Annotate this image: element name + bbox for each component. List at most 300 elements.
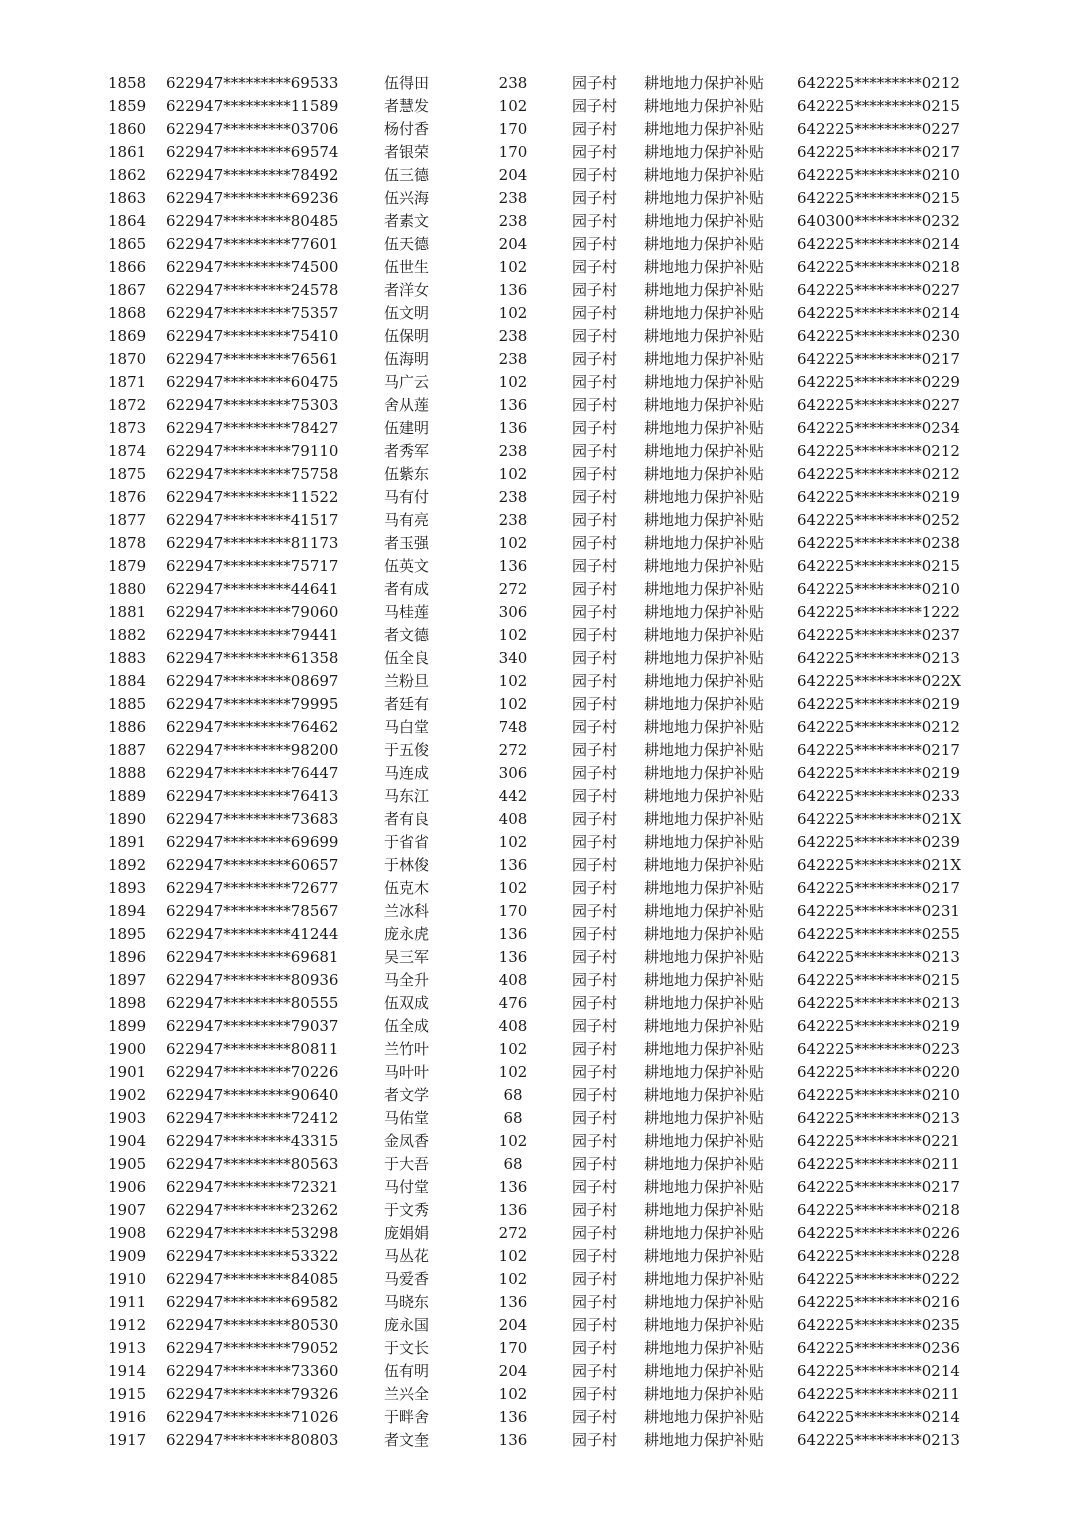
row-index: 1862 — [108, 166, 147, 184]
bank-card-number: 622947*********76413 — [166, 787, 339, 805]
row-index: 1917 — [108, 1431, 147, 1449]
subsidy-amount: 136 — [498, 1408, 528, 1426]
recipient-name: 马叶叶 — [384, 1063, 430, 1081]
subsidy-type: 耕地地力保护补贴 — [644, 971, 765, 989]
bank-card-number: 622947*********75717 — [166, 557, 339, 575]
row-index: 1891 — [108, 833, 147, 851]
recipient-name: 舍从莲 — [384, 396, 430, 414]
recipient-name: 马付堂 — [384, 1178, 430, 1196]
subsidy-type: 耕地地力保护补贴 — [644, 281, 765, 299]
subsidy-amount: 238 — [498, 327, 528, 345]
id-number: 642225*********0215 — [797, 189, 960, 207]
recipient-name: 马丛花 — [384, 1247, 430, 1265]
village-name: 园子村 — [572, 74, 618, 92]
subsidy-amount: 136 — [498, 1178, 528, 1196]
village-name: 园子村 — [572, 1224, 618, 1242]
row-index: 1868 — [108, 304, 147, 322]
row-index: 1893 — [108, 879, 147, 897]
subsidy-type: 耕地地力保护补贴 — [644, 235, 765, 253]
bank-card-number: 622947*********79995 — [166, 695, 339, 713]
bank-card-number: 622947*********80530 — [166, 1316, 339, 1334]
id-number: 642225*********0219 — [797, 488, 960, 506]
recipient-name: 庞永虎 — [384, 925, 430, 943]
bank-card-number: 622947*********70226 — [166, 1063, 339, 1081]
subsidy-type: 耕地地力保护补贴 — [644, 465, 765, 483]
recipient-name: 于文秀 — [384, 1201, 430, 1219]
subsidy-type: 耕地地力保护补贴 — [644, 488, 765, 506]
village-name: 园子村 — [572, 1109, 618, 1127]
row-index: 1906 — [108, 1178, 147, 1196]
table-row — [0, 1314, 1074, 1337]
bank-card-number: 622947*********08697 — [166, 672, 339, 690]
table-row — [0, 1130, 1074, 1153]
bank-card-number: 622947*********75357 — [166, 304, 339, 322]
village-name: 园子村 — [572, 1132, 618, 1150]
subsidy-amount: 170 — [498, 143, 528, 161]
table-row — [0, 923, 1074, 946]
table-row — [0, 785, 1074, 808]
bank-card-number: 622947*********69699 — [166, 833, 339, 851]
subsidy-amount: 136 — [498, 948, 528, 966]
id-number: 642225*********0227 — [797, 120, 960, 138]
recipient-name: 者素文 — [384, 212, 430, 230]
bank-card-number: 622947*********80485 — [166, 212, 339, 230]
id-number: 642225*********0215 — [797, 557, 960, 575]
subsidy-type: 耕地地力保护补贴 — [644, 948, 765, 966]
subsidy-type: 耕地地力保护补贴 — [644, 1086, 765, 1104]
subsidy-type: 耕地地力保护补贴 — [644, 787, 765, 805]
bank-card-number: 622947*********73360 — [166, 1362, 339, 1380]
subsidy-type: 耕地地力保护补贴 — [644, 994, 765, 1012]
subsidy-type: 耕地地力保护补贴 — [644, 1063, 765, 1081]
id-number: 642225*********0234 — [797, 419, 960, 437]
recipient-name: 吴三军 — [384, 948, 430, 966]
recipient-name: 庞永国 — [384, 1316, 430, 1334]
row-index: 1916 — [108, 1408, 147, 1426]
village-name: 园子村 — [572, 258, 618, 276]
recipient-name: 伍兴海 — [384, 189, 430, 207]
row-index: 1870 — [108, 350, 147, 368]
village-name: 园子村 — [572, 810, 618, 828]
subsidy-type: 耕地地力保护补贴 — [644, 1408, 765, 1426]
subsidy-type: 耕地地力保护补贴 — [644, 304, 765, 322]
subsidy-amount: 102 — [498, 1247, 528, 1265]
id-number: 642225*********0210 — [797, 1086, 960, 1104]
village-name: 园子村 — [572, 143, 618, 161]
subsidy-type: 耕地地力保护补贴 — [644, 1040, 765, 1058]
village-name: 园子村 — [572, 695, 618, 713]
subsidy-amount: 102 — [498, 1385, 528, 1403]
bank-card-number: 622947*********69236 — [166, 189, 339, 207]
recipient-name: 兰兴全 — [384, 1385, 430, 1403]
village-name: 园子村 — [572, 741, 618, 759]
recipient-name: 者慧发 — [384, 97, 430, 115]
subsidy-type: 耕地地力保护补贴 — [644, 1155, 765, 1173]
subsidy-type: 耕地地力保护补贴 — [644, 580, 765, 598]
id-number: 642225*********021X — [797, 856, 962, 874]
subsidy-amount: 204 — [498, 1362, 528, 1380]
subsidy-type: 耕地地力保护补贴 — [644, 396, 765, 414]
recipient-name: 伍全良 — [384, 649, 430, 667]
id-number: 642225*********0212 — [797, 465, 960, 483]
bank-card-number: 622947*********11522 — [166, 488, 339, 506]
table-row — [0, 302, 1074, 325]
subsidy-type: 耕地地力保护补贴 — [644, 1339, 765, 1357]
row-index: 1863 — [108, 189, 147, 207]
bank-card-number: 622947*********43315 — [166, 1132, 339, 1150]
recipient-name: 马全升 — [384, 971, 430, 989]
recipient-name: 伍得田 — [384, 74, 430, 92]
row-index: 1869 — [108, 327, 147, 345]
table-row — [0, 969, 1074, 992]
recipient-name: 者文学 — [384, 1086, 430, 1104]
village-name: 园子村 — [572, 1017, 618, 1035]
subsidy-type: 耕地地力保护补贴 — [644, 534, 765, 552]
village-name: 园子村 — [572, 488, 618, 506]
subsidy-amount: 102 — [498, 304, 528, 322]
bank-card-number: 622947*********79060 — [166, 603, 339, 621]
village-name: 园子村 — [572, 1339, 618, 1357]
village-name: 园子村 — [572, 166, 618, 184]
recipient-name: 于省省 — [384, 833, 430, 851]
subsidy-type: 耕地地力保护补贴 — [644, 1247, 765, 1265]
bank-card-number: 622947*********78492 — [166, 166, 339, 184]
subsidy-amount: 306 — [498, 603, 528, 621]
table-row — [0, 1268, 1074, 1291]
bank-card-number: 622947*********75758 — [166, 465, 339, 483]
table-row — [0, 1291, 1074, 1314]
row-index: 1878 — [108, 534, 147, 552]
subsidy-type: 耕地地力保护补贴 — [644, 626, 765, 644]
recipient-name: 者廷有 — [384, 695, 430, 713]
row-index: 1911 — [108, 1293, 147, 1311]
recipient-name: 马连成 — [384, 764, 430, 782]
village-name: 园子村 — [572, 948, 618, 966]
subsidy-type: 耕地地力保护补贴 — [644, 1201, 765, 1219]
recipient-name: 于大吾 — [384, 1155, 430, 1173]
table-row — [0, 946, 1074, 969]
bank-card-number: 622947*********76447 — [166, 764, 339, 782]
table-row — [0, 716, 1074, 739]
recipient-name: 庞娟娟 — [384, 1224, 430, 1242]
bank-card-number: 622947*********23262 — [166, 1201, 339, 1219]
table-row — [0, 1360, 1074, 1383]
row-index: 1880 — [108, 580, 147, 598]
subsidy-amount: 442 — [498, 787, 528, 805]
row-index: 1913 — [108, 1339, 147, 1357]
bank-card-number: 622947*********79326 — [166, 1385, 339, 1403]
table-row — [0, 348, 1074, 371]
village-name: 园子村 — [572, 189, 618, 207]
bank-card-number: 622947*********79441 — [166, 626, 339, 644]
subsidy-amount: 408 — [498, 1017, 528, 1035]
id-number: 642225*********0228 — [797, 1247, 960, 1265]
id-number: 642225*********0217 — [797, 879, 960, 897]
row-index: 1901 — [108, 1063, 147, 1081]
subsidy-amount: 102 — [498, 534, 528, 552]
subsidy-type: 耕地地力保护补贴 — [644, 902, 765, 920]
row-index: 1912 — [108, 1316, 147, 1334]
village-name: 园子村 — [572, 1086, 618, 1104]
row-index: 1899 — [108, 1017, 147, 1035]
id-number: 642225*********021X — [797, 810, 962, 828]
id-number: 642225*********1222 — [797, 603, 960, 621]
table-row — [0, 509, 1074, 532]
subsidy-type: 耕地地力保护补贴 — [644, 856, 765, 874]
village-name: 园子村 — [572, 764, 618, 782]
subsidy-type: 耕地地力保护补贴 — [644, 97, 765, 115]
subsidy-amount: 272 — [498, 580, 528, 598]
subsidy-amount: 102 — [498, 373, 528, 391]
id-number: 642225*********0213 — [797, 649, 960, 667]
village-name: 园子村 — [572, 1385, 618, 1403]
id-number: 642225*********0214 — [797, 1408, 960, 1426]
table-row — [0, 256, 1074, 279]
row-index: 1909 — [108, 1247, 147, 1265]
table-row — [0, 164, 1074, 187]
subsidy-type: 耕地地力保护补贴 — [644, 1178, 765, 1196]
village-name: 园子村 — [572, 511, 618, 529]
village-name: 园子村 — [572, 718, 618, 736]
subsidy-amount: 102 — [498, 465, 528, 483]
row-index: 1886 — [108, 718, 147, 736]
subsidy-type: 耕地地力保护补贴 — [644, 1270, 765, 1288]
bank-card-number: 622947*********80803 — [166, 1431, 339, 1449]
recipient-name: 马爱香 — [384, 1270, 430, 1288]
row-index: 1914 — [108, 1362, 147, 1380]
village-name: 园子村 — [572, 971, 618, 989]
bank-card-number: 622947*********78567 — [166, 902, 339, 920]
subsidy-amount: 238 — [498, 511, 528, 529]
subsidy-type: 耕地地力保护补贴 — [644, 327, 765, 345]
subsidy-amount: 136 — [498, 396, 528, 414]
village-name: 园子村 — [572, 1293, 618, 1311]
subsidy-amount: 102 — [498, 1063, 528, 1081]
subsidy-type: 耕地地力保护补贴 — [644, 810, 765, 828]
row-index: 1875 — [108, 465, 147, 483]
row-index: 1910 — [108, 1270, 147, 1288]
id-number: 642225*********0238 — [797, 534, 960, 552]
table-row — [0, 762, 1074, 785]
subsidy-amount: 204 — [498, 235, 528, 253]
subsidy-amount: 102 — [498, 672, 528, 690]
id-number: 642225*********0222 — [797, 1270, 960, 1288]
subsidy-amount: 102 — [498, 695, 528, 713]
table-row — [0, 279, 1074, 302]
table-row — [0, 72, 1074, 95]
recipient-name: 金凤香 — [384, 1132, 430, 1150]
subsidy-type: 耕地地力保护补贴 — [644, 212, 765, 230]
table-row — [0, 808, 1074, 831]
village-name: 园子村 — [572, 856, 618, 874]
village-name: 园子村 — [572, 281, 618, 299]
id-number: 642225*********0213 — [797, 1109, 960, 1127]
bank-card-number: 622947*********79037 — [166, 1017, 339, 1035]
bank-card-number: 622947*********78427 — [166, 419, 339, 437]
recipient-name: 伍三德 — [384, 166, 430, 184]
table-row — [0, 739, 1074, 762]
subsidy-amount: 102 — [498, 833, 528, 851]
table-row — [0, 1429, 1074, 1452]
subsidy-type: 耕地地力保护补贴 — [644, 695, 765, 713]
recipient-name: 伍文明 — [384, 304, 430, 322]
row-index: 1896 — [108, 948, 147, 966]
subsidy-type: 耕地地力保护补贴 — [644, 1431, 765, 1449]
recipient-name: 者秀军 — [384, 442, 430, 460]
id-number: 642225*********0227 — [797, 396, 960, 414]
village-name: 园子村 — [572, 373, 618, 391]
village-name: 园子村 — [572, 212, 618, 230]
row-index: 1859 — [108, 97, 147, 115]
subsidy-amount: 68 — [503, 1086, 523, 1104]
id-number: 642225*********0231 — [797, 902, 960, 920]
recipient-name: 伍英文 — [384, 557, 430, 575]
village-name: 园子村 — [572, 1063, 618, 1081]
row-index: 1887 — [108, 741, 147, 759]
subsidy-type: 耕地地力保护补贴 — [644, 1132, 765, 1150]
recipient-name: 伍紫东 — [384, 465, 430, 483]
id-number: 642225*********0217 — [797, 741, 960, 759]
subsidy-amount: 136 — [498, 557, 528, 575]
id-number: 642225*********0219 — [797, 1017, 960, 1035]
row-index: 1898 — [108, 994, 147, 1012]
table-row — [0, 578, 1074, 601]
bank-card-number: 622947*********72412 — [166, 1109, 339, 1127]
bank-card-number: 622947*********81173 — [166, 534, 339, 552]
table-row — [0, 1084, 1074, 1107]
subsidy-type: 耕地地力保护补贴 — [644, 603, 765, 621]
bank-card-number: 622947*********69582 — [166, 1293, 339, 1311]
village-name: 园子村 — [572, 419, 618, 437]
id-number: 642225*********0217 — [797, 350, 960, 368]
subsidy-type: 耕地地力保护补贴 — [644, 189, 765, 207]
row-index: 1879 — [108, 557, 147, 575]
subsidy-type: 耕地地力保护补贴 — [644, 741, 765, 759]
table-row — [0, 854, 1074, 877]
id-number: 642225*********0211 — [797, 1155, 960, 1173]
bank-card-number: 622947*********03706 — [166, 120, 339, 138]
bank-card-number: 622947*********73683 — [166, 810, 339, 828]
bank-card-number: 622947*********75303 — [166, 396, 339, 414]
row-index: 1894 — [108, 902, 147, 920]
subsidy-type: 耕地地力保护补贴 — [644, 120, 765, 138]
recipient-name: 于林俊 — [384, 856, 430, 874]
village-name: 园子村 — [572, 626, 618, 644]
village-name: 园子村 — [572, 350, 618, 368]
row-index: 1902 — [108, 1086, 147, 1104]
village-name: 园子村 — [572, 442, 618, 460]
village-name: 园子村 — [572, 120, 618, 138]
bank-card-number: 622947*********79052 — [166, 1339, 339, 1357]
bank-card-number: 622947*********84085 — [166, 1270, 339, 1288]
table-row — [0, 555, 1074, 578]
bank-card-number: 622947*********77601 — [166, 235, 339, 253]
id-number: 642225*********0233 — [797, 787, 960, 805]
id-number: 642225*********0213 — [797, 948, 960, 966]
row-index: 1908 — [108, 1224, 147, 1242]
recipient-name: 马佑堂 — [384, 1109, 430, 1127]
row-index: 1883 — [108, 649, 147, 667]
subsidy-amount: 476 — [498, 994, 528, 1012]
row-index: 1873 — [108, 419, 147, 437]
table-row — [0, 1222, 1074, 1245]
village-name: 园子村 — [572, 97, 618, 115]
table-row — [0, 118, 1074, 141]
subsidy-type: 耕地地力保护补贴 — [644, 373, 765, 391]
table-row — [0, 670, 1074, 693]
village-name: 园子村 — [572, 902, 618, 920]
row-index: 1865 — [108, 235, 147, 253]
subsidy-amount: 340 — [498, 649, 528, 667]
recipient-name: 伍保明 — [384, 327, 430, 345]
table-row — [0, 95, 1074, 118]
row-index: 1881 — [108, 603, 147, 621]
subsidy-type: 耕地地力保护补贴 — [644, 879, 765, 897]
subsidy-type: 耕地地力保护补贴 — [644, 350, 765, 368]
table-row — [0, 1061, 1074, 1084]
subsidy-type: 耕地地力保护补贴 — [644, 1362, 765, 1380]
id-number: 642225*********0220 — [797, 1063, 960, 1081]
subsidy-amount: 238 — [498, 74, 528, 92]
table-row — [0, 601, 1074, 624]
row-index: 1897 — [108, 971, 147, 989]
id-number: 642225*********0223 — [797, 1040, 960, 1058]
table-row — [0, 877, 1074, 900]
village-name: 园子村 — [572, 327, 618, 345]
row-index: 1889 — [108, 787, 147, 805]
recipient-name: 马广云 — [384, 373, 430, 391]
bank-card-number: 622947*********60475 — [166, 373, 339, 391]
bank-card-number: 622947*********75410 — [166, 327, 339, 345]
table-row — [0, 1383, 1074, 1406]
id-number: 642225*********0252 — [797, 511, 960, 529]
table-row — [0, 486, 1074, 509]
table-row — [0, 325, 1074, 348]
recipient-name: 者文德 — [384, 626, 430, 644]
subsidy-amount: 238 — [498, 442, 528, 460]
village-name: 园子村 — [572, 235, 618, 253]
id-number: 642225*********0210 — [797, 580, 960, 598]
row-index: 1882 — [108, 626, 147, 644]
row-index: 1892 — [108, 856, 147, 874]
bank-card-number: 622947*********98200 — [166, 741, 339, 759]
subsidy-type: 耕地地力保护补贴 — [644, 1017, 765, 1035]
village-name: 园子村 — [572, 534, 618, 552]
table-row — [0, 1176, 1074, 1199]
recipient-name: 兰竹叶 — [384, 1040, 430, 1058]
table-row — [0, 210, 1074, 233]
row-index: 1874 — [108, 442, 147, 460]
row-index: 1900 — [108, 1040, 147, 1058]
table-row — [0, 417, 1074, 440]
subsidy-amount: 238 — [498, 212, 528, 230]
village-name: 园子村 — [572, 1362, 618, 1380]
bank-card-number: 622947*********90640 — [166, 1086, 339, 1104]
village-name: 园子村 — [572, 1040, 618, 1058]
bank-card-number: 622947*********41244 — [166, 925, 339, 943]
subsidy-type: 耕地地力保护补贴 — [644, 557, 765, 575]
village-name: 园子村 — [572, 1201, 618, 1219]
bank-card-number: 622947*********11589 — [166, 97, 339, 115]
subsidy-type: 耕地地力保护补贴 — [644, 74, 765, 92]
subsidy-type: 耕地地力保护补贴 — [644, 672, 765, 690]
row-index: 1885 — [108, 695, 147, 713]
subsidy-type: 耕地地力保护补贴 — [644, 1224, 765, 1242]
village-name: 园子村 — [572, 557, 618, 575]
subsidy-table — [0, 72, 1074, 1452]
id-number: 642225*********0236 — [797, 1339, 960, 1357]
row-index: 1884 — [108, 672, 147, 690]
